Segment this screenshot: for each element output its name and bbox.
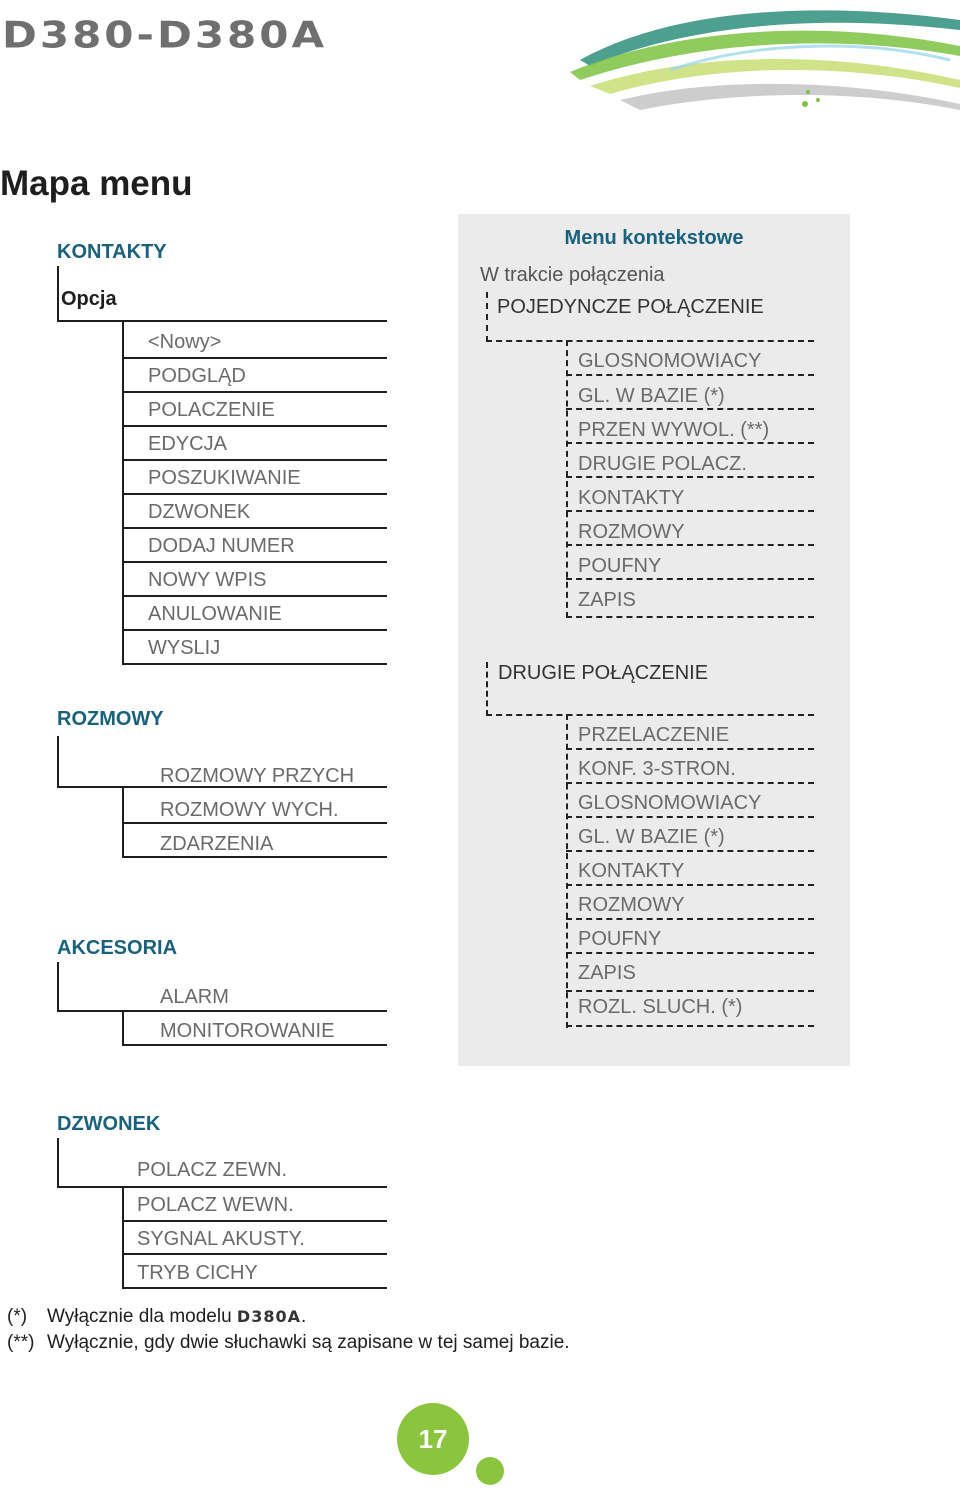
- tree-line: [57, 266, 59, 322]
- tree-line: [122, 822, 387, 824]
- menu-item-kontakty: PODGLĄD: [148, 365, 246, 387]
- page-number: 17: [397, 1403, 469, 1475]
- tree-line: [566, 578, 814, 580]
- tree-line: [57, 1138, 59, 1188]
- tree-line: [122, 493, 387, 495]
- menu-item-kontakty: <Nowy>: [148, 331, 222, 353]
- menu-item-dzwonek: SYGNAL AKUSTY.: [137, 1228, 305, 1250]
- tree-line: [566, 544, 814, 546]
- menu-item-akcesoria: ALARM: [160, 986, 229, 1008]
- context-item-second: PRZELACZENIE: [578, 724, 730, 746]
- tree-line: [57, 736, 59, 788]
- context-item-second: GL. W BAZIE (*): [578, 826, 725, 848]
- context-item-second: GLOSNOMOWIACY: [578, 792, 762, 814]
- context-item-single: POUFNY: [578, 555, 662, 577]
- single-call-label: POJEDYNCZE POŁĄCZENIE: [497, 296, 764, 318]
- tree-line: [122, 527, 387, 529]
- tree-line: [122, 663, 387, 665]
- context-item-single: GL. W BAZIE (*): [578, 385, 725, 407]
- menu-item-rozmowy: ROZMOWY PRZYCH: [160, 765, 355, 787]
- tree-line: [566, 374, 814, 376]
- menu-item-akcesoria: MONITOROWANIE: [160, 1020, 335, 1042]
- context-menu-subtitle: W trakcie połączenia: [480, 264, 665, 286]
- tree-line: [566, 816, 814, 818]
- menu-item-dzwonek: POLACZ WEWN.: [137, 1194, 294, 1216]
- tree-line: [566, 616, 814, 618]
- tree-line: [122, 1186, 124, 1289]
- tree-line: [566, 442, 814, 444]
- tree-line: [566, 748, 814, 750]
- tree-line: [122, 856, 387, 858]
- tree-line: [122, 1253, 387, 1255]
- dzwonek-label: DZWONEK: [57, 1113, 161, 1135]
- footnote-1-mark: (*): [7, 1306, 28, 1327]
- tree-line: [566, 990, 814, 992]
- menu-item-rozmowy: ZDARZENIA: [160, 833, 274, 855]
- model-name: D380A: [236, 1307, 301, 1326]
- tree-line: [566, 918, 814, 920]
- rozmowy-label: ROZMOWY: [57, 708, 164, 730]
- context-item-single: ROZMOWY: [578, 521, 685, 543]
- tree-line: [566, 952, 814, 954]
- page-title: Mapa menu: [0, 164, 193, 203]
- akcesoria-label: AKCESORIA: [57, 937, 178, 959]
- context-item-second: KONTAKTY: [578, 860, 685, 882]
- footnote-1-text: Wyłącznie dla modelu: [47, 1306, 232, 1327]
- tree-line: [566, 510, 814, 512]
- tree-line: [122, 595, 387, 597]
- tree-line: [122, 1044, 387, 1046]
- tree-line: [57, 1186, 387, 1188]
- tree-line: [566, 408, 814, 410]
- tree-line: [122, 459, 387, 461]
- tree-line: [566, 714, 568, 1028]
- footnote-1-end: .: [300, 1306, 307, 1327]
- footnote-1: [47, 1306, 306, 1328]
- tree-line: [122, 1010, 124, 1046]
- tree-line: [566, 884, 814, 886]
- context-item-second: ROZL. SLUCH. (*): [578, 996, 743, 1018]
- context-item-single: GLOSNOMOWIACY: [578, 350, 762, 372]
- tree-line: [486, 340, 814, 342]
- menu-item-dzwonek: TRYB CICHY: [137, 1262, 258, 1284]
- tree-line: [486, 292, 488, 342]
- tree-line: [122, 1287, 387, 1289]
- context-item-second: ZAPIS: [578, 962, 636, 984]
- menu-item-kontakty: WYSLIJ: [148, 637, 221, 659]
- menu-item-kontakty: ANULOWANIE: [148, 603, 282, 625]
- tree-line: [566, 1025, 814, 1027]
- tree-line: [122, 561, 387, 563]
- context-item-single: KONTAKTY: [578, 487, 685, 509]
- tree-line: [566, 782, 814, 784]
- tree-line: [566, 850, 814, 852]
- tree-line: [486, 662, 488, 716]
- menu-item-kontakty: NOWY WPIS: [148, 569, 267, 591]
- brand-logo: D380-D380A: [2, 14, 328, 57]
- tree-line: [122, 629, 387, 631]
- menu-item-kontakty: DZWONEK: [148, 501, 251, 523]
- kontakty-sub-label: Opcja: [61, 288, 117, 310]
- menu-item-kontakty: DODAJ NUMER: [148, 535, 295, 557]
- tree-line: [122, 1220, 387, 1222]
- tree-line: [57, 320, 387, 322]
- tree-line: [122, 425, 387, 427]
- context-item-second: KONF. 3-STRON.: [578, 758, 736, 780]
- tree-line: [122, 320, 124, 664]
- footnote-2-mark: (**): [7, 1332, 35, 1353]
- kontakty-label: KONTAKTY: [57, 241, 167, 263]
- context-item-single: DRUGIE POLACZ.: [578, 453, 747, 475]
- menu-item-kontakty: POSZUKIWANIE: [148, 467, 301, 489]
- tree-line: [57, 962, 59, 1012]
- menu-item-kontakty: POLACZENIE: [148, 399, 275, 421]
- decorative-swoosh: [550, 0, 960, 150]
- context-item-second: ROZMOWY: [578, 894, 685, 916]
- menu-item-kontakty: EDYCJA: [148, 433, 227, 455]
- context-item-single: ZAPIS: [578, 589, 636, 611]
- context-menu-title: Menu kontekstowe: [564, 227, 744, 249]
- tree-line: [486, 714, 814, 716]
- menu-item-rozmowy: ROZMOWY WYCH.: [160, 799, 339, 821]
- tree-line: [122, 391, 387, 393]
- context-item-single: PRZEN WYWOL. (**): [578, 419, 770, 441]
- context-item-second: POUFNY: [578, 928, 662, 950]
- menu-item-dzwonek: POLACZ ZEWN.: [137, 1159, 288, 1181]
- tree-line: [566, 476, 814, 478]
- tree-line: [57, 1010, 387, 1012]
- decorative-dot: [476, 1457, 504, 1485]
- footnote-2-text: Wyłącznie, gdy dwie słuchawki są zapisane w tej samej bazie.: [47, 1332, 570, 1353]
- tree-line: [122, 357, 387, 359]
- tree-line: [566, 340, 568, 618]
- second-call-label: DRUGIE POŁĄCZENIE: [498, 662, 709, 684]
